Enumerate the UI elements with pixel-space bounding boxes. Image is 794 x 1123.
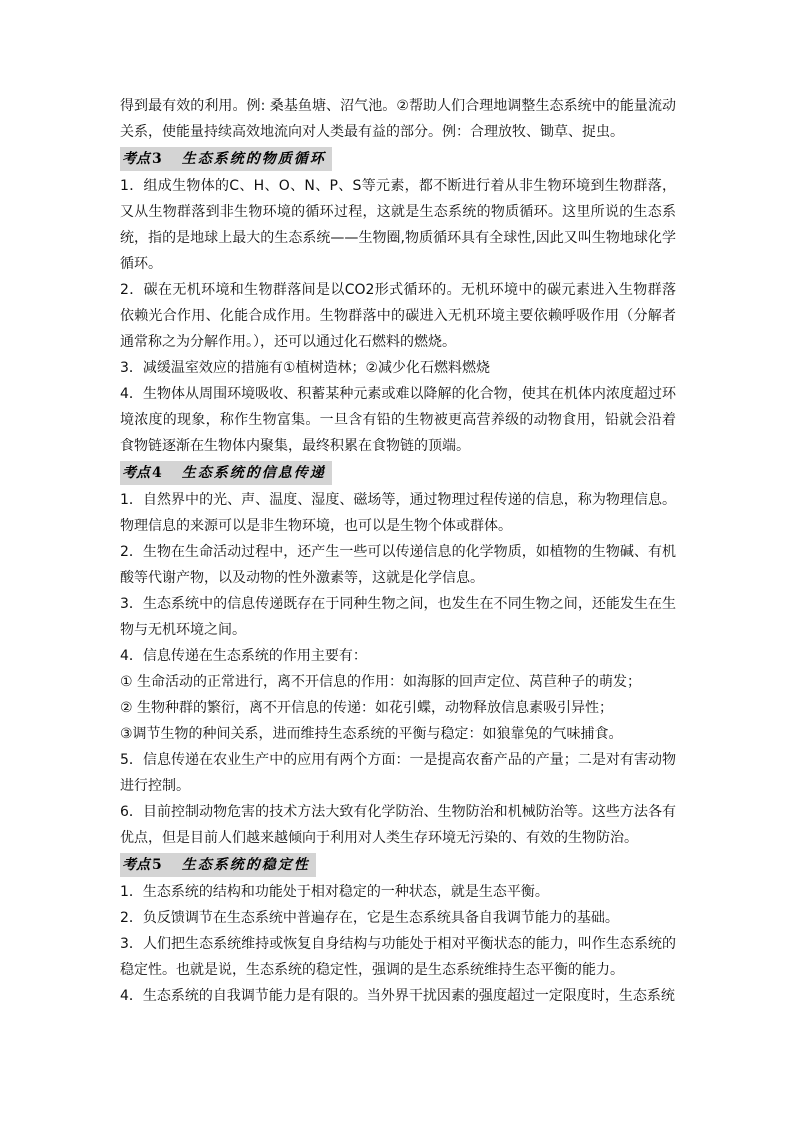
list-item: ② 生物种群的繁衍，离不开信息的传递：如花引蝶，动物释放信息素吸引异性；	[120, 700, 613, 716]
heading-tag: 考点	[122, 151, 150, 167]
heading-number: 5	[152, 857, 162, 873]
paragraph: 6．目前控制动物危害的技术方法大致有化学防治、生物防治和机械防治等。这些方法各有优点，但是目前人们越来越倾向于利用对人类生存环境无污染的、有效的生物防治。	[120, 804, 676, 846]
paragraph: 5．信息传递在农业生产中的应用有两个方面：一是提高农畜产品的产量；二是对有害动物进行控制。	[120, 752, 676, 794]
paragraph: 2．生物在生命活动过程中，还产生一些可以传递信息的化学物质，如植物的生物碱、有机酸等代谢产物，以及动物的性外激素等，这就是化学信息。	[120, 544, 676, 586]
paragraph: 1．生态系统的结构和功能处于相对稳定的一种状态，就是生态平衡。	[120, 884, 549, 900]
section-kaodian-3	[120, 145, 676, 459]
paragraph: 3．减缓温室效应的措施有①植树造林；②减少化石燃料燃烧	[120, 360, 491, 376]
paragraph: 4．生态系统的自我调节能力是有限的。当外界干扰因素的强度超过一定限度时，生态系统	[120, 988, 675, 1004]
list-item: ③调节生物的种间关系，进而维持生态系统的平衡与稳定：如狼靠兔的气味捕食。	[120, 726, 623, 742]
list-item: ① 生命活动的正常进行，离不开信息的作用：如海豚的回声定位、莴苣种子的萌发；	[120, 674, 641, 690]
heading-tag: 考点	[122, 465, 150, 481]
paragraph: 1．组成生物体的C、H、O、N、P、S等元素，都不断进行着从非生物环境到生物群落，又从生物群落到非生物环境的循环过程，这就是生态系统的物质循环。这里所说的生态系统，指的是地球上最大的生态系统——生物圈,物质循环具有全球性,因此又叫生物地球化学循环。	[120, 178, 676, 272]
paragraph: 1．自然界中的光、声、温度、湿度、磁场等，通过物理过程传递的信息，称为物理信息。物理信息的来源可以是非生物环境，也可以是生物个体或群体。	[120, 492, 676, 534]
paragraph: 3．人们把生态系统维持或恢复自身结构与功能处于相对平衡状态的能力，叫作生态系统的稳定性。也就是说，生态系统的稳定性，强调的是生态系统维持生态平衡的能力。	[120, 936, 676, 978]
paragraph: 3．生态系统中的信息传递既存在于同种生物之间，也发生在不同生物之间，还能发生在生物与无机环境之间。	[120, 596, 676, 638]
heading-number: 4	[152, 465, 162, 481]
heading-number: 3	[152, 151, 162, 167]
section-heading	[120, 461, 332, 485]
paragraph: 4．信息传递在生态系统的作用主要有：	[120, 648, 367, 664]
section-kaodian-5	[120, 851, 676, 1009]
heading-title: 生态系统的信息传递	[181, 465, 326, 481]
heading-tag: 考点	[122, 857, 150, 873]
intro-paragraph: 得到最有效的利用。例: 桑基鱼塘、沼气池。②帮助人们合理地调整生态系统中的能量流动关系，使能量持续高效地流向对人类最有益的部分。例：合理放牧、锄草、捉虫。	[120, 98, 676, 140]
section-heading	[120, 853, 316, 877]
section-kaodian-4	[120, 459, 676, 851]
paragraph: 4．生物体从周围环境吸收、积蓄某种元素或难以降解的化合物，使其在机体内浓度超过环境浓度的现象，称作生物富集。一旦含有铅的生物被更高营养级的动物食用，铅就会沿着食物链逐渐在生物体内聚集，最终积累在食物链的顶端。	[120, 386, 676, 454]
section-heading	[120, 147, 332, 171]
heading-title: 生态系统的物质循环	[181, 151, 326, 167]
document-page	[120, 93, 676, 1009]
paragraph: 2．负反馈调节在生态系统中普遍存在，它是生态系统具备自我调节能力的基础。	[120, 910, 619, 926]
heading-title: 生态系统的稳定性	[181, 857, 310, 873]
paragraph: 2．碳在无机环境和生物群落间是以CO2形式循环的。无机环境中的碳元素进入生物群落依赖光合作用、化能合成作用。生物群落中的碳进入无机环境主要依赖呼吸作用（分解者通常称之为分解作用。），还可以通过化石燃料的燃烧。	[120, 282, 676, 350]
